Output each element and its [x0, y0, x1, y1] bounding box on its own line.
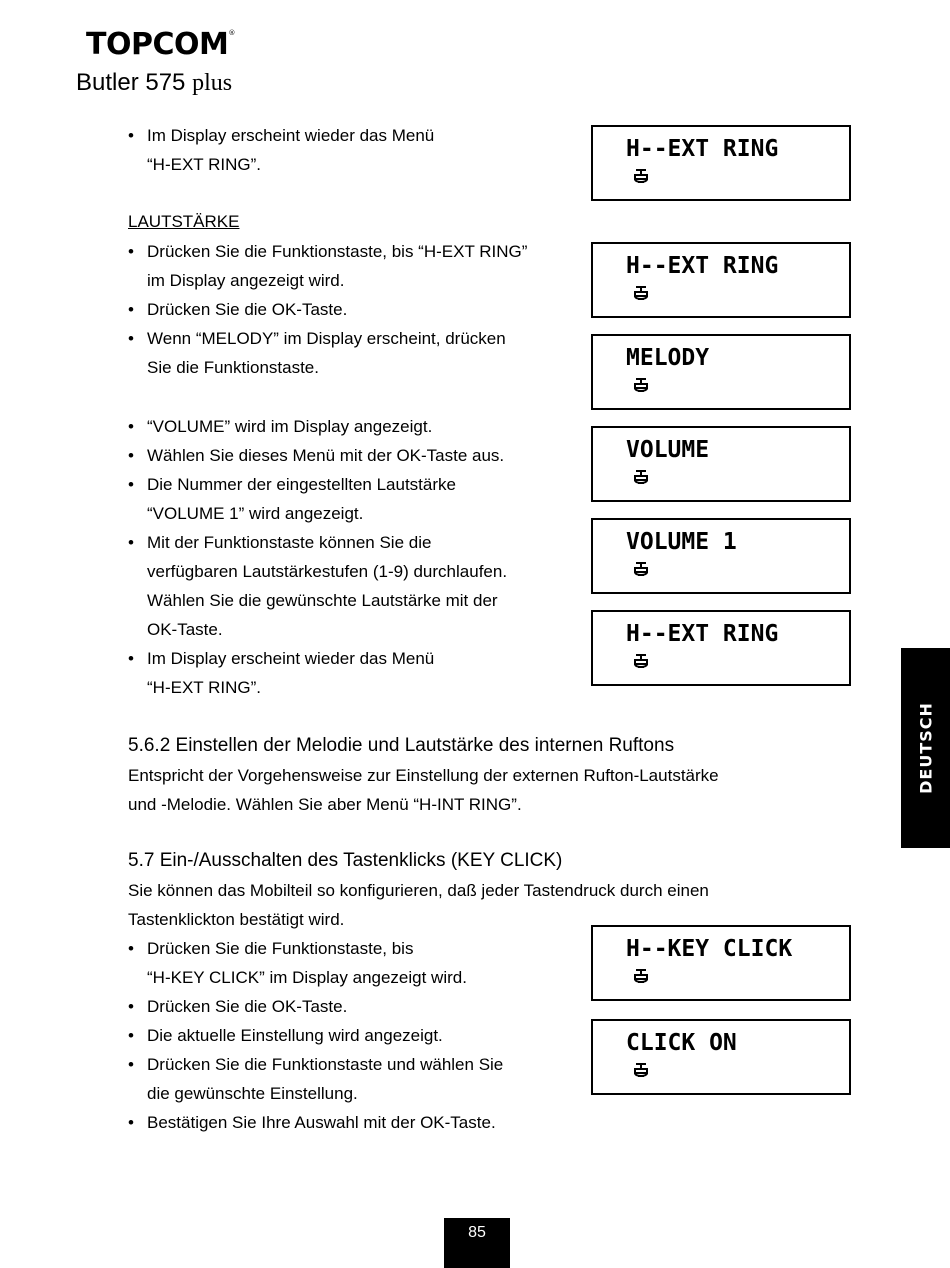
instruction-line: Sie die Funktionstaste. — [147, 358, 319, 377]
instruction-line: Die aktuelle Einstellung wird angezeigt. — [147, 1026, 443, 1045]
instruction-line: “H-EXT RING”. — [147, 678, 261, 697]
instruction-line: im Display angezeigt wird. — [147, 271, 345, 290]
bullet: • — [128, 329, 134, 348]
instruction-line: Die Nummer der eingestellten Lautstärke — [147, 475, 456, 494]
lcd-text: H--EXT RING — [626, 136, 779, 162]
handset-key-icon — [632, 468, 650, 488]
model-name: Butler 575 plus — [76, 69, 233, 96]
instruction-line: Wählen Sie dieses Menü mit der OK-Taste aus. — [147, 446, 505, 465]
handset-key-icon — [632, 284, 650, 304]
paragraph-line: und -Melodie. Wählen Sie aber Menü “H-INT RING”. — [128, 795, 522, 814]
handset-key-icon — [632, 1061, 650, 1081]
bullet: • — [128, 533, 134, 552]
handset-key-icon — [632, 652, 650, 672]
brand-logo: TOPCOM® — [86, 27, 235, 62]
lcd-display — [591, 125, 851, 201]
language-tab-label: DEUTSCH — [916, 702, 935, 794]
language-tab — [901, 648, 950, 848]
instruction-line: Wählen Sie die gewünschte Lautstärke mit der — [147, 591, 498, 610]
bullet: • — [128, 242, 134, 261]
instruction-line: Wenn “MELODY” im Display erscheint, drücken — [147, 329, 506, 348]
instruction-line: Drücken Sie die OK-Taste. — [147, 997, 348, 1016]
lcd-display — [591, 242, 851, 318]
bullet: • — [128, 126, 134, 145]
instruction-line: Mit der Funktionstaste können Sie die — [147, 533, 432, 552]
bullet: • — [128, 939, 134, 958]
handset-key-icon — [632, 967, 650, 987]
lcd-display — [591, 426, 851, 502]
instruction-line: die gewünschte Einstellung. — [147, 1084, 358, 1103]
bullet: • — [128, 649, 134, 668]
bullet: • — [128, 475, 134, 494]
page-number: 85 — [444, 1218, 510, 1268]
instruction-line: Drücken Sie die OK-Taste. — [147, 300, 348, 319]
lcd-display — [591, 1019, 851, 1095]
instruction-line: “H-KEY CLICK” im Display angezeigt wird. — [147, 968, 467, 987]
paragraph-line: Tastenklickton bestätigt wird. — [128, 910, 345, 929]
subheading-lautstaerke: LAUTSTÄRKE — [128, 212, 240, 231]
lcd-text: CLICK ON — [626, 1030, 737, 1056]
lcd-display — [591, 925, 851, 1001]
section-title-5-7: 5.7 Ein-/Ausschalten des Tastenklicks (KEY CLICK) — [128, 850, 563, 871]
handset-key-icon — [632, 167, 650, 187]
instruction-line: OK-Taste. — [147, 620, 223, 639]
instruction-line: “H-EXT RING”. — [147, 155, 261, 174]
handset-key-icon — [632, 560, 650, 580]
instruction-line: “VOLUME 1” wird angezeigt. — [147, 504, 364, 523]
lcd-display — [591, 334, 851, 410]
bullet: • — [128, 300, 134, 319]
bullet: • — [128, 1026, 134, 1045]
section-title-5-6-2: 5.6.2 Einstellen der Melodie und Lautstärke des internen Ruftons — [128, 735, 675, 756]
lcd-text: H--EXT RING — [626, 253, 779, 279]
lcd-display — [591, 610, 851, 686]
instruction-line: Drücken Sie die Funktionstaste, bis — [147, 939, 414, 958]
instruction-line: Drücken Sie die Funktionstaste und wählen Sie — [147, 1055, 504, 1074]
instruction-line: Im Display erscheint wieder das Menü — [147, 126, 435, 145]
paragraph-line: Sie können das Mobilteil so konfigurieren, daß jeder Tastendruck durch einen — [128, 881, 709, 900]
lcd-text: VOLUME — [626, 437, 710, 463]
bullet: • — [128, 1055, 134, 1074]
lcd-text: MELODY — [626, 345, 710, 371]
instruction-line: “VOLUME” wird im Display angezeigt. — [147, 417, 433, 436]
bullet: • — [128, 997, 134, 1016]
lcd-text: VOLUME 1 — [626, 529, 737, 555]
lcd-display — [591, 518, 851, 594]
instruction-line: Im Display erscheint wieder das Menü — [147, 649, 435, 668]
instruction-line: verfügbaren Lautstärkestufen (1-9) durchlaufen. — [147, 562, 508, 581]
lcd-text: H--KEY CLICK — [626, 936, 793, 962]
instruction-line: Bestätigen Sie Ihre Auswahl mit der OK-Taste. — [147, 1113, 496, 1132]
paragraph-line: Entspricht der Vorgehensweise zur Einstellung der externen Rufton-Lautstärke — [128, 766, 719, 785]
lcd-text: H--EXT RING — [626, 621, 779, 647]
bullet: • — [128, 417, 134, 436]
handset-key-icon — [632, 376, 650, 396]
bullet: • — [128, 1113, 134, 1132]
bullet: • — [128, 446, 134, 465]
instruction-line: Drücken Sie die Funktionstaste, bis “H-EXT RING” — [147, 242, 528, 261]
